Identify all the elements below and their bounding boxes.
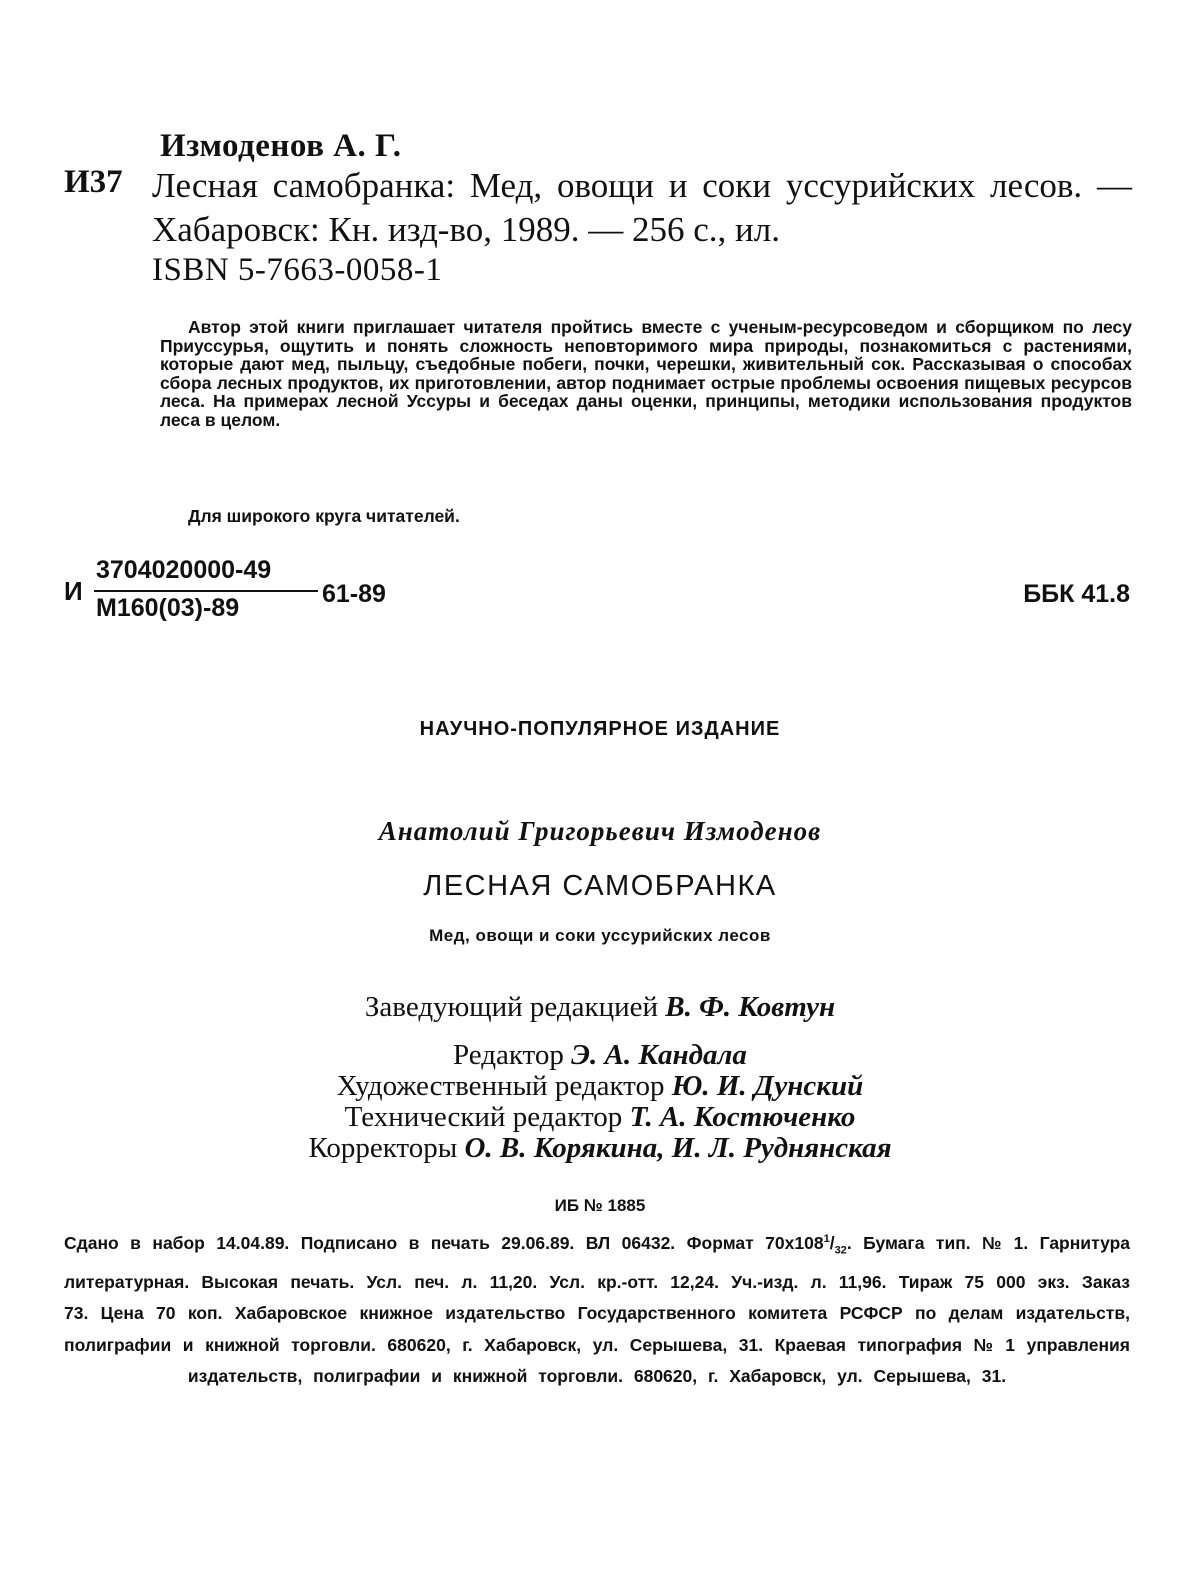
bibliographic-entry: Лесная самобранка: Мед, овощи и соки уссурийских лесов. — Хабаровск: Кн. изд-во, 1989. — 256 с., ил.	[152, 166, 1132, 249]
imprint-text-1: Сдано в набор 14.04.89. Подписано в печать 29.06.89. ВЛ 06432. Формат 70x108	[64, 1232, 824, 1253]
index-extra: 61-89	[322, 580, 386, 608]
credit-name: Э. А. Кандала	[571, 1039, 747, 1071]
credit-role: Художественный редактор	[336, 1070, 665, 1102]
imprint-text-2: . Бумага тип. № 1. Гарнитура литературная. Высокая печать. Усл. печ. л. 11,20. Усл. кр.-отт. 12,24. Уч.-изд. л. 11,96. Тираж 75 000 экз. Заказ 73. Цена 70 коп. Хабаровское книжное издательство Государственного комитета РСФСР по делам издательств, полиграфии и книжной торговли. 680620, г. Хабаровск, ул. Серышева, 31. Краевая типография № 1 управления издательств, полиграфии и книжной торговли. 680620, г. Хабаровск, ул. Серышева, 31.	[64, 1232, 1131, 1387]
credit-name: В. Ф. Ковтун	[665, 991, 836, 1023]
catalog-code: И37	[64, 164, 123, 200]
edition-genre: НАУЧНО-ПОПУЛЯРНОЕ ИЗДАНИЕ	[419, 718, 781, 740]
index-letter: И	[64, 576, 83, 606]
credit-role: Корректоры	[308, 1132, 458, 1164]
credit-line	[0, 992, 1200, 1022]
catalog-author: Измоденов А. Г.	[160, 128, 402, 164]
fraction-bar	[94, 590, 318, 592]
index-denominator: М160(03)-89	[96, 594, 240, 622]
credit-name: Т. А. Костюченко	[629, 1101, 856, 1133]
index-numerator: 3704020000-49	[96, 556, 272, 584]
credit-line	[0, 1133, 1200, 1163]
format-numerator: 1	[823, 1233, 830, 1245]
author-full-name: Анатолий Григорьевич Измоденов	[378, 816, 822, 846]
credit-name: Ю. И. Дунский	[671, 1070, 864, 1102]
book-subtitle: Мед, овощи и соки уссурийских лесов	[429, 926, 771, 945]
annotation: Автор этой книги приглашает читателя пройтись вместе с ученым-ресурсоведом и сборщиком по лесу Приуссурья, ощутить и понять сложность неповторимого мира природы, познакомиться с растениями, которые дают мед, пыльцу, съедобные побеги, почки, черешки, живительный сок. Рассказывая о способах сбора лесных продуктов, их приготовлении, автор поднимает острые проблемы освоения пищевых ресурсов леса. На примерах лесной Уссуры и беседах даны оценки, принципы, методики использования продуктов леса в целом.	[160, 317, 1132, 430]
credit-role: Заведующий редакцией	[364, 991, 658, 1023]
credit-name: О. В. Корякина, И. Л. Руднянская	[464, 1132, 892, 1164]
ib-number: ИБ № 1885	[554, 1196, 646, 1215]
credit-line	[0, 1071, 1200, 1101]
credit-line	[0, 1040, 1200, 1070]
imprint-details: Сдано в набор 14.04.89. Подписано в печать 29.06.89. ВЛ 06432. Формат $70x108^1/_{32}$. Бумага тип. № 1. Гарнитура литературная. Высокая печать. Усл. печ. л. 11,20. Усл. кр.-отт. 12,24. Уч.-изд. л. 11,96. Тираж 75 000 экз. Заказ 73. Цена 70 коп. Хабаровское книжное издательство Государственного комитета РСФСР по делам издательств, полиграфии и книжной торговли. 680620, г. Хабаровск, ул. Серышева, 31. Краевая типография № 1 управления издательств, полиграфии и книжной торговли. 680620, г. Хабаровск, ул. Серышева, 31.	[64, 1232, 1131, 1387]
audience-note: Для широкого круга читателей.	[188, 506, 460, 526]
book-title: ЛЕСНАЯ САМОБРАНКА	[423, 870, 777, 902]
credit-role: Технический редактор	[344, 1101, 623, 1133]
isbn: ISBN 5-7663-0058-1	[152, 252, 443, 288]
credit-line	[0, 1102, 1200, 1132]
bbk-code: ББК 41.8	[1023, 580, 1130, 608]
format-denominator: 32	[834, 1244, 847, 1257]
credit-role: Редактор	[453, 1039, 564, 1071]
